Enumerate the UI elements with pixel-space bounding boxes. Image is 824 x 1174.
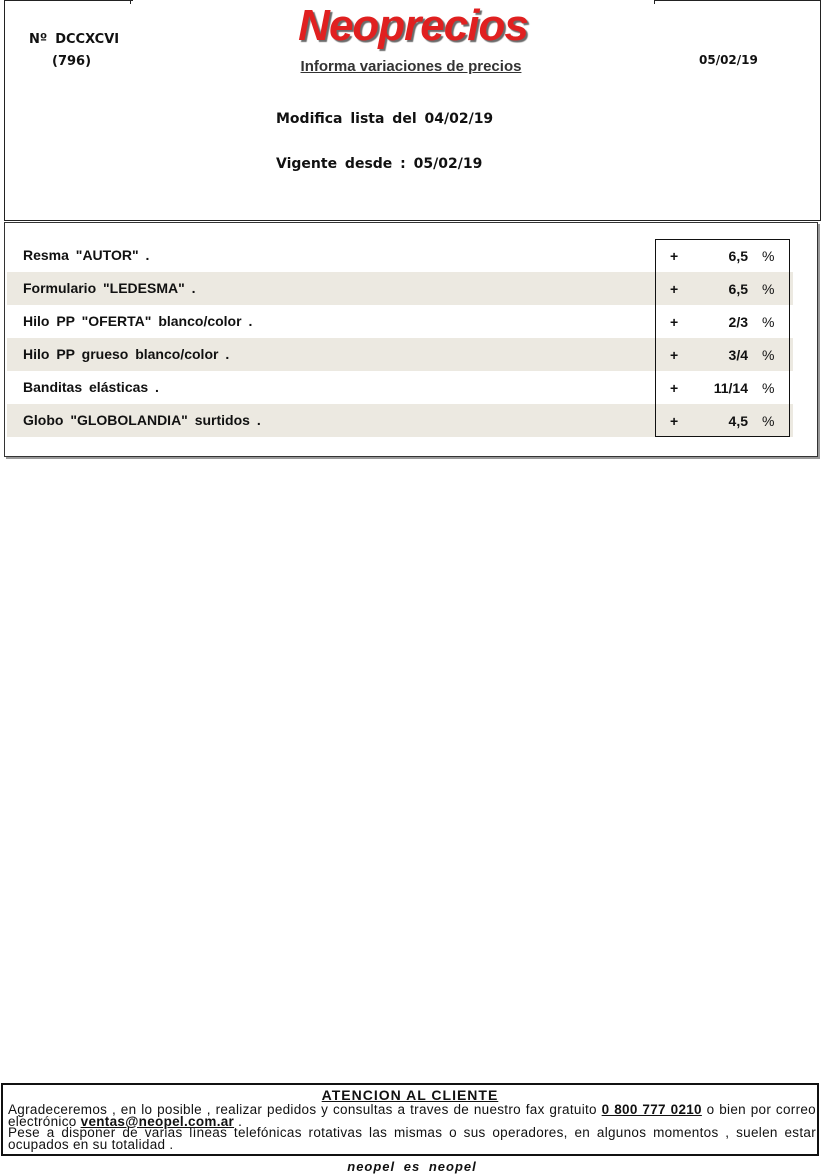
issue-number-label: Nº (29, 32, 48, 47)
sign: + (670, 248, 679, 264)
percentage-cell (656, 372, 791, 405)
percent-sign: % (762, 380, 775, 396)
header-divider-right (654, 0, 655, 4)
brand-logo: Neoprecios (298, 1, 528, 50)
header-date: 05/02/19 (699, 53, 758, 67)
percent-sign: % (762, 281, 775, 297)
sign: + (670, 347, 679, 363)
header-top-border-right (654, 0, 820, 1)
percentage-value: 6,5 (728, 281, 748, 297)
fax-phone-number: 0 800 777 0210 (601, 1102, 702, 1117)
issue-number-value: DCCXCVI (55, 32, 120, 47)
percentage-cell (656, 405, 791, 438)
percentage-value: 3/4 (728, 347, 748, 363)
sign: + (670, 281, 679, 297)
contact-text-intro: Agradeceremos , en lo posible , realizar pedidos y consultas a traves de nuestro fax gratuito (8, 1102, 602, 1117)
phone-lines-notice: Pese a disponer de varias líneas telefónicas rotativas las mismas o sus operadores, en algunos momentos , suelen estar ocupados en su totalidad . (8, 1125, 816, 1152)
row-description: Resma "AUTOR" . (23, 247, 150, 263)
contact-text-end: . (234, 1113, 243, 1129)
contact-email: ventas@neopel.com.ar (80, 1113, 235, 1129)
percentage-value: 4,5 (728, 413, 748, 429)
issue-number-arabic: (796) (52, 54, 92, 69)
percent-sign: % (762, 347, 775, 363)
percent-sign: % (762, 248, 775, 264)
percentage-column (655, 239, 790, 437)
contact-text-middle: o bien por correo electrónico (8, 1102, 816, 1129)
vigente-line: Vigente desde : 05/02/19 (276, 156, 483, 172)
sign: + (670, 380, 679, 396)
percentage-cell (656, 339, 791, 372)
row-description: Formulario "LEDESMA" . (23, 280, 196, 296)
percentage-value: 6,5 (728, 248, 748, 264)
brand-tagline: Informa variaciones de precios (300, 58, 522, 75)
row-description: Hilo PP grueso blanco/color . (23, 346, 230, 362)
row-description: Globo "GLOBOLANDIA" surtidos . (23, 412, 261, 428)
percentage-value: 11/14 (713, 380, 748, 396)
sign: + (670, 314, 679, 330)
header-divider-left (130, 0, 131, 4)
customer-service-title: ATENCION AL CLIENTE (321, 1087, 499, 1103)
modifica-line: Modifica lista del 04/02/19 (276, 111, 494, 127)
percentage-cell (656, 306, 791, 339)
price-changes-table (4, 222, 818, 457)
row-description: Banditas elásticas . (23, 379, 159, 395)
slogan: neopel es neopel (347, 1159, 477, 1174)
percentage-cell (656, 273, 791, 306)
header-top-border-left (4, 0, 133, 1)
issue-number (29, 32, 119, 47)
row-description: Hilo PP "OFERTA" blanco/color . (23, 313, 253, 329)
percentage-cell (656, 240, 791, 273)
customer-service-text (8, 1104, 816, 1150)
percent-sign: % (762, 413, 775, 429)
customer-service-box (1, 1083, 819, 1156)
sign: + (670, 413, 679, 429)
percent-sign: % (762, 314, 775, 330)
percentage-value: 2/3 (728, 314, 748, 330)
